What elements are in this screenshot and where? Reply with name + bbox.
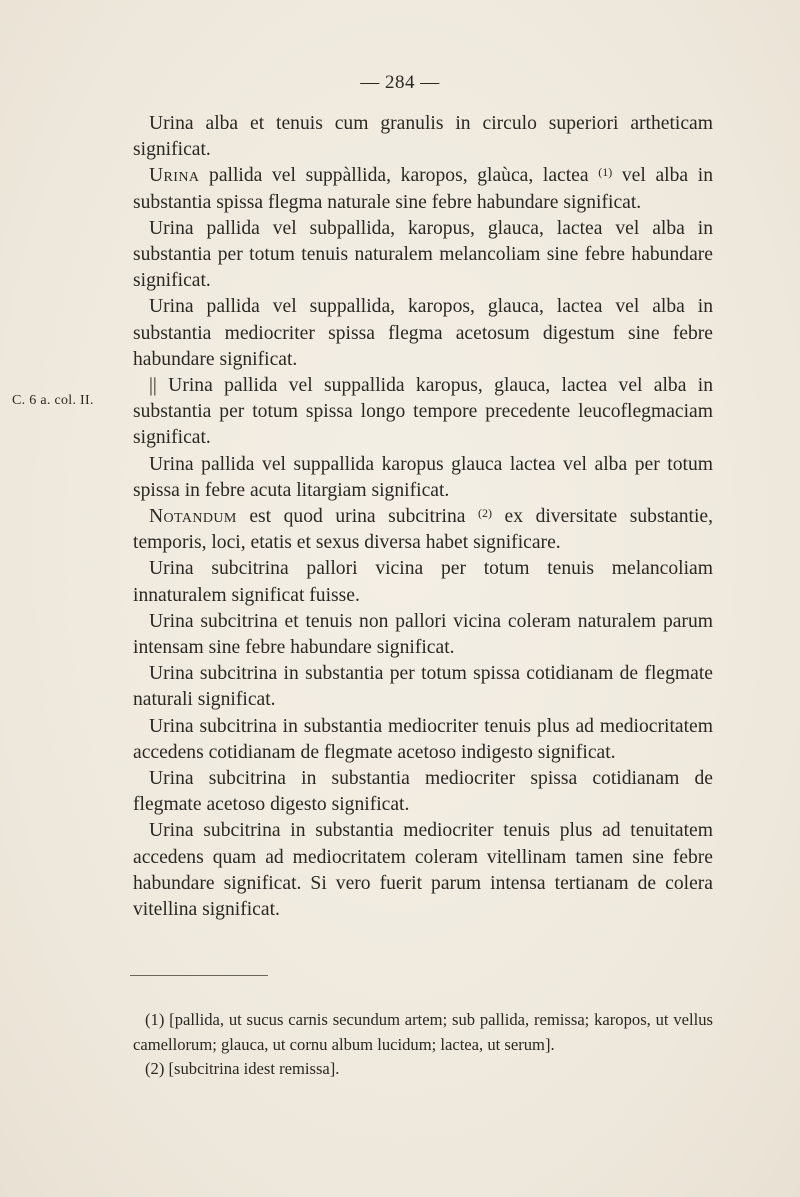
paragraph (133, 766, 713, 818)
paragraph-text: ex diversitate substantie, temporis, loci, etatis et sexus diversa habet significare. (133, 506, 713, 554)
paragraph (133, 818, 713, 923)
paragraph-text: Urina alba et tenuis cum granulis in circulo superiori artheticam significat. (133, 113, 713, 161)
paragraph (133, 373, 713, 452)
paragraph-text: Urina pallida vel suppallida, karopos, glauca, lactea vel alba in substantia mediocriter spissa flegma acetosum digestum sine febre habundare significat. (133, 296, 713, 370)
paragraph-lead: Notandum (149, 506, 237, 528)
page-number: — 284 — (360, 72, 440, 93)
paragraph (133, 163, 713, 215)
paragraph (133, 609, 713, 661)
footnotes (133, 1008, 713, 1082)
paragraph (133, 714, 713, 766)
paragraph-lead: Urina (149, 165, 200, 187)
paragraph-text: Urina pallida vel subpallida, karopus, glauca, lactea vel alba in substantia per totum tenuis naturalem melancoliam sine febre habundare significat. (133, 217, 713, 292)
footnote: (1) [pallida, ut sucus carnis secundum artem; sub pallida, remissa; karopos, ut vellus camellorum; glauca, ut cornu album lucidum; lactea, ut serum]. (133, 1010, 713, 1054)
paragraph-text: vel alba in substantia spissa flegma naturale sine febre habundare significat. (133, 165, 713, 213)
paragraph (133, 216, 713, 295)
paragraph-text: || Urina pallida vel suppallida karopus, glauca, lactea vel alba in substantia per totum spissa longo tempore precedente leucoflegmaciam significat. (133, 375, 713, 449)
margin-note: C. 6 a. col. II. (12, 393, 94, 408)
paragraph-text: Urina subcitrina in substantia mediocriter tenuis plus ad tenuitatem accedens quam ad mediocritatem coleram vitellinam tamen sine febre habundare significat. Si vero fuerit parum intensa tertianam de colera vitellina significat. (133, 820, 713, 921)
paragraph-text: Urina subcitrina pallori vicina per totum tenuis melancoliam innaturalem significat fuisse. (133, 558, 713, 606)
footnote-divider (130, 975, 268, 976)
paragraph-text: Urina subcitrina in substantia mediocriter tenuis plus ad mediocritatem accedens cotidianam de flegmate acetoso indigesto significat. (133, 715, 713, 763)
paragraph-text: est quod urina subcitrina (236, 506, 478, 528)
paragraph (133, 661, 713, 713)
paragraph-text: Urina subcitrina in substantia per totum spissa cotidianam de flegmate naturali significat. (133, 663, 713, 711)
paragraph (133, 504, 713, 556)
paragraph-text: Urina subcitrina et tenuis non pallori vicina coleram naturalem parum intensam sine febre habundare significat. (133, 610, 713, 659)
paragraph-text: Urina pallida vel suppallida karopus glauca lactea vel alba per totum spissa in febre acuta litargiam significat. (133, 453, 713, 501)
footnote-ref: (1) (598, 165, 613, 180)
body-text (133, 111, 713, 923)
footnote: (2) [subcitrina idest remissa]. (145, 1059, 340, 1078)
paragraph (133, 111, 713, 163)
paragraph (133, 294, 713, 373)
paragraph (133, 556, 713, 608)
paragraph-text: pallida vel suppàllida, karopos, glaùca, lactea (199, 165, 599, 187)
footnote-ref: (2) (477, 506, 492, 521)
paragraph (133, 452, 713, 504)
paragraph-text: Urina subcitrina in substantia mediocriter spissa cotidianam de flegmate acetoso digesto significat. (133, 768, 713, 816)
